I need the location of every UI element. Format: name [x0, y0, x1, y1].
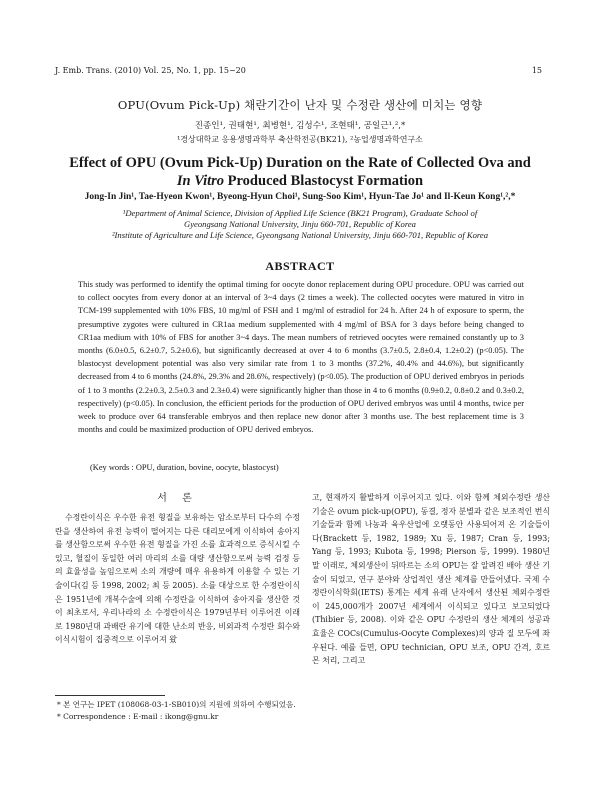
left-column — [55, 511, 300, 647]
affiliation-1-cont: Gyeongsang National University, Jinju 660-701, Republic of Korea — [184, 219, 416, 229]
korean-title: OPU(Ovum Pick-Up) 채란기간이 난자 및 수정란 생산에 미치는 영향 — [117, 98, 483, 112]
footnote-funding: * 본 연구는 IPET (108068-03-1-SB010)의 지원에 의하여 수행되었음. — [57, 700, 296, 709]
footnote-divider — [55, 695, 165, 696]
english-affiliation — [0, 208, 600, 241]
footnote-correspondence: * Correspondence : E-mail : ikong@gnu.kr — [57, 712, 219, 721]
intro-paragraph-right: 고, 현재까지 활발하게 이루어지고 있다. 이와 함께 체외수정란 생산 기술은 ovum pick-up(OPU), 동결, 정자 분별과 같은 보조적인 번식 기술들과 함께 나농과 육우산업에 오랫동안 사용되어져 온 기술들이다(Brackett 등, 1982, 1989; Xu 등, 1987; Cran 등, 1993; Yang 등, 1993; Kubota 등, 1998; Pierson 등, 1999). 1980년 말 이래로, 체외생산이 뒤따르는 소의 OPU는 잘 알려진 배아 생산 기술이 되었고, 연구 분야와 상업적인 생산 체계를 만들어냈다. 국제 수정란이식학회(IETS) 통계는 세계 유래 난자에서 생산된 체외수정란이 245,000개가 2007년 세계에서 이식되고 있다고 보고되었다(Thibier 등, 2008). 이와 같은 OPU 수정란의 생산 체계의 성공과 효율은 COCs(Cumulus-Oocyte Complexes)의 양과 질 모두에 좌우된다. 예를 들면, OPU technician, OPU 보조, OPU 간격, 호르몬 처리, 그리고 — [312, 493, 550, 666]
keywords: (Key words : OPU, duration, bovine, oocyte, blastocyst) — [90, 463, 279, 472]
english-title-rest: Produced Blastocyst Formation — [224, 173, 424, 189]
running-header: J. Emb. Trans. (2010) Vol. 25, No. 1, pp. 15~20 — [55, 66, 246, 75]
english-title-italic: In Vitro — [176, 173, 225, 189]
abstract-body — [78, 278, 524, 436]
abstract-text: This study was performed to identify the optimal timing for oocyte donor replacement during OPU procedure. OPU was carried out to collect oocytes from every donor at an interval of 3~4 days (2 times a week). The collected oocytes were matured in vitro in TCM-199 supplemented with 10% FBS, 10 mg/ml of FSH and 1 mg/ml of estradiol for 24 h. After 24 h of exposure to sperm, the presumptive zygotes were cultured in CR1aa medium supplemented with 4 mg/ml of BSA for 3 days before being changed to CR1aa medium with 10% of FBS for another 3~4 days. The mean numbers of retrieved oocytes were remained constantly up to 3 months (6.0±0.5, 6.2±0.7, 5.2±0.6), but significantly decreased at over 4 to 6 months (3.7±0.5, 2.8±0.4, 1.2±0.2) (p<0.05). The blastocyst development potential was also very similar rate from 1 to 3 months (37.2%, 40.4% and 44.6%), but significantly decreased from 4 to 6 months (24.8%, 29.3% and 28.6%, respectively) (p<0.05). The production of OPU derived embryos in periods of 1 to 3 months (2.2±0.3, 2.5±0.3 and 2.3±0.4) were significantly higher than those in 4 to 6 months (0.9±0.2, 0.8±0.2 and 0.3±0.2, respectively) (p<0.05). In conclusion, the efficient periods for the production of OPU derived embryos was until 4 months, twice per week to produce over 64 transferable embryos and then replace new donor after 3 months use. The best replacement time is 3 months and could be maximized production of OPU derived embryos. — [78, 280, 524, 435]
abstract-heading: ABSTRACT — [265, 259, 335, 273]
right-column — [312, 491, 550, 668]
affiliation-2: ²Institute of Agriculture and Life Science, Gyeongsang National University, Jinju 660-701, Republic of Korea — [111, 230, 489, 240]
english-authors: Jong-In Jin¹, Tae-Hyeon Kwon¹, Byeong-Hyun Choi¹, Sung-Soo Kim¹, Hyun-Tae Jo¹ and Il-Keun Kong¹,²,* — [84, 192, 516, 202]
korean-affiliation: ¹경상대학교 응용생명과학부 축산학전공(BK21), ²농업생명과학연구소 — [177, 135, 423, 144]
intro-paragraph-left: 수정란이식은 우수한 유전 형질을 보유하는 암소로부터 다수의 수정란을 생산하여 유전 능력이 떨어지는 다른 대리모에게 이식하여 송아지를 생산함으로써 우수한 유전 형질을 가진 소를 효과적으로 증식시킬 수 있고, 혈질이 동일한 여러 마리의 소를 대량 생산함으로써 능력 검정 등의 효율성을 높임으로써 소의 개량에 매우 유용하게 이용할 수 있는 기술이다(김 등 1998, 2002; 최 등 2005). 소를 대상으로 한 수정란이식은 1951년에 개복수술에 의해 수정란을 이식하여 송아지를 생산한 것이 최초로서, 우리나라의 소 수정란이식은 1979년부터 이루어진 이래로 1980년대 과배란 유기에 대한 난소의 반응, 비외과적 수정란 회수와 이식시험이 집중적으로 이루어져 왔 — [55, 513, 300, 645]
english-title-line2 — [0, 172, 600, 190]
korean-authors: 진종인¹, 권태현¹, 최병현¹, 김성수¹, 조현태¹, 공일근¹,²,* — [194, 121, 406, 131]
english-title — [0, 154, 600, 190]
section-heading-introduction: 서 론 — [157, 493, 198, 504]
english-title-line1: Effect of OPU (Ovum Pick-Up) Duration on the Rate of Collected Ova and — [69, 155, 531, 171]
page-number: 15 — [531, 66, 542, 75]
affiliation-1: ¹Department of Animal Science, Division of Applied Life Science (BK21 Program), Graduate School of — [122, 208, 478, 218]
